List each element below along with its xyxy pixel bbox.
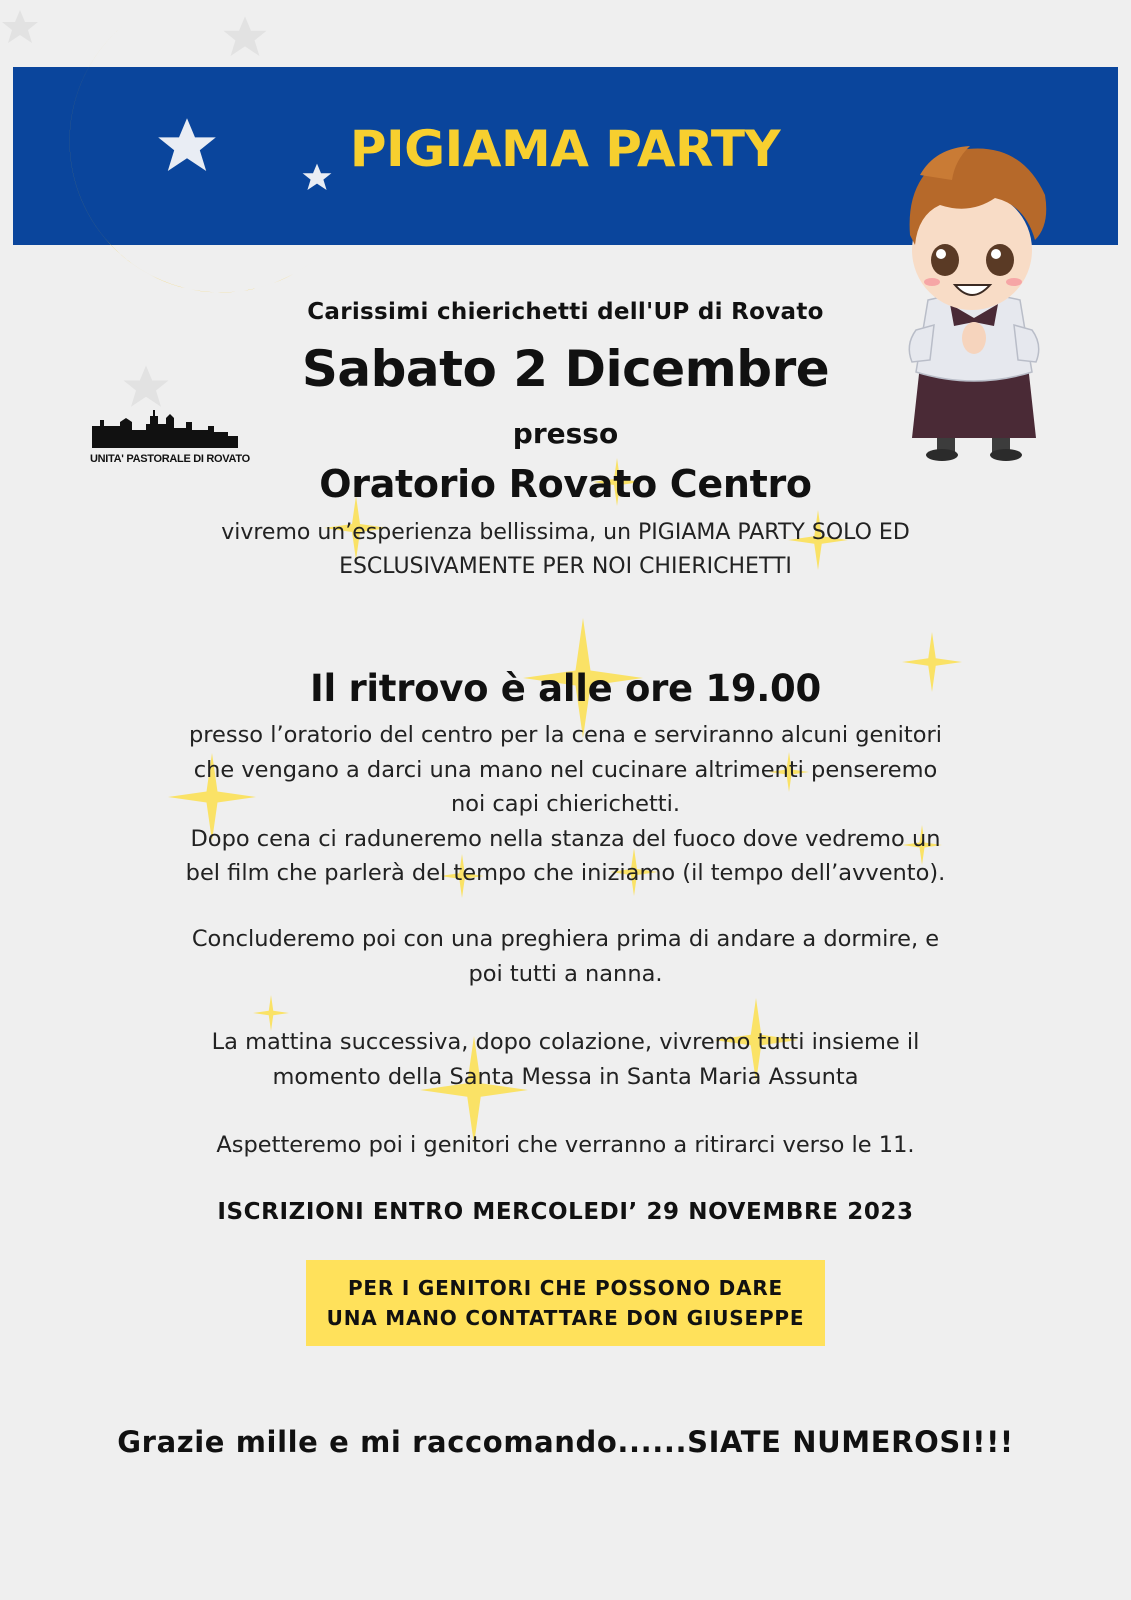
paragraph-line: Dopo cena ci raduneremo nella stanza del fuoco dove vedremo un: [190, 825, 941, 852]
prayer-paragraph: [0, 922, 1131, 991]
event-title: PIGIAMA PARTY: [349, 120, 781, 178]
closing-message: Grazie mille e mi raccomando......SIATE NUMEROSI!!!: [117, 1425, 1014, 1459]
mass-paragraph: [0, 1025, 1131, 1094]
parents-contact-box: [306, 1260, 825, 1346]
paragraph-line: bel film che parlerà del tempo che iniziamo (il tempo dell’avvento).: [185, 860, 946, 886]
intro-text: [0, 516, 1131, 584]
faint-star-icon: [223, 16, 266, 56]
star-icon: [158, 118, 216, 171]
intro-line: vivremo un’esperienza bellissima, un PIGIAMA PARTY SOLO ED: [221, 520, 910, 545]
event-location: Oratorio Rovato Centro: [319, 462, 812, 506]
paragraph-line: presso l’oratorio del centro per la cena e serviranno alcuni genitori: [188, 722, 942, 748]
logo-label: UNITA' PASTORALE DI ROVATO: [90, 453, 250, 465]
enrollment-deadline: ISCRIZIONI ENTRO MERCOLEDI’ 29 NOVEMBRE 2023: [217, 1199, 914, 1225]
parents-box-line: PER I GENITORI CHE POSSONO DARE: [347, 1276, 784, 1300]
paragraph-line: poi tutti a nanna.: [468, 960, 663, 987]
paragraph-line: noi capi chierichetti.: [450, 791, 681, 817]
paragraph-line: Concluderemo poi con una preghiera prima di andare a dormire, e: [191, 926, 940, 952]
paragraph-line: che vengano a darci una mano nel cucinare altrimenti penseremo: [193, 756, 938, 783]
parents-box-line: UNA MANO CONTATTARE DON GIUSEPPE: [326, 1306, 805, 1330]
paragraph-line: La mattina successiva, dopo colazione, vivremo tutti insieme il: [211, 1029, 920, 1055]
paragraph-line: momento della Santa Messa in Santa Maria Assunta: [272, 1063, 859, 1090]
meeting-time-heading: Il ritrovo è alle ore 19.00: [310, 667, 821, 710]
intro-line: ESCLUSIVAMENTE PER NOI CHIERICHETTI: [339, 554, 792, 579]
pickup-paragraph: [0, 1128, 1131, 1163]
event-date: Sabato 2 Dicembre: [301, 340, 830, 398]
paragraph-line: Aspetteremo poi i genitori che verranno a ritirarci verso le 11.: [216, 1132, 915, 1158]
presso-label: presso: [512, 417, 619, 450]
faint-star-icon: [2, 10, 38, 43]
dinner-paragraph: [0, 718, 1131, 891]
greeting: Carissimi chierichetti dell'UP di Rovato: [307, 299, 824, 325]
